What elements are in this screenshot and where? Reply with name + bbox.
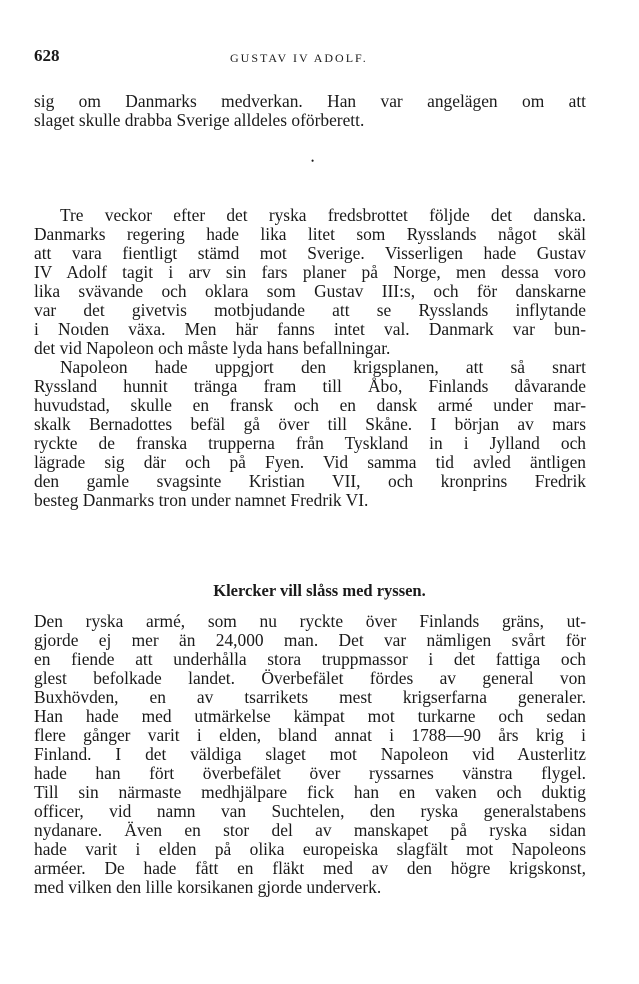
- text-line: med vilken den lille korsikanen gjorde underverk.: [34, 877, 382, 897]
- paragraph-1: [34, 92, 586, 130]
- text-line: Danmarks regering hade lika litet som Rysslands något skäl: [34, 224, 586, 244]
- text-line: besteg Danmarks tron under namnet Fredrik VI.: [34, 490, 369, 510]
- text-line: huvudstad, skulle en fransk och en dansk armé under mar-: [34, 395, 586, 415]
- text-line: en fiende att underhålla stora truppmassor i det fattiga och: [34, 649, 586, 669]
- text-line: skalk Bernadottes befäl gå över till Skåne. I början av mars: [34, 414, 586, 434]
- text-line: lika svävande och oklara som Gustav III:s, och för danskarne: [34, 281, 586, 301]
- text-line: den gamle svagsinte Kristian VII, och kronprins Fredrik: [34, 471, 586, 491]
- text-line: Buxhövden, en av tsarrikets mest krigserfarna generaler.: [34, 687, 586, 707]
- text-line: hade han fört överbefälet över ryssarnes vänstra flygel.: [34, 763, 586, 783]
- section-separator: •: [311, 156, 315, 166]
- paragraph-4: [34, 612, 586, 897]
- text-line: gjorde ej mer än 24,000 man. Det var nämligen svårt för: [34, 630, 586, 650]
- text-line: hade varit i elden på olika europeiska slagfält mot Napoleons: [34, 839, 586, 859]
- text-line: flere gånger varit i elden, bland annat i 1788—90 års krig i: [34, 725, 586, 745]
- text-line: var det givetvis motbjudande att se Rysslands inflytande: [34, 300, 586, 320]
- paragraph-2: [34, 206, 586, 358]
- text-line: arméer. De hade fått en fläkt med av den högre krigskonst,: [34, 858, 586, 878]
- text-line: Tre veckor efter det ryska fredsbrottet följde det danska.: [60, 205, 586, 225]
- text-line: Till sin närmaste medhjälpare fick han en vaken och duktig: [34, 782, 586, 802]
- text-line: Finland. I det väldiga slaget mot Napoleon vid Austerlitz: [34, 744, 586, 764]
- text-line: Den ryska armé, som nu ryckte över Finlands gräns, ut-: [34, 611, 586, 631]
- text-line: Han hade med utmärkelse kämpat mot turkarne och sedan: [34, 706, 586, 726]
- text-line: IV Adolf tagit i arv sin fars planer på Norge, men dessa voro: [34, 262, 586, 282]
- running-title: GUSTAV IV ADOLF.: [230, 51, 368, 65]
- text-line: lägrade sig där och på Fyen. Vid samma tid avled äntligen: [34, 452, 586, 472]
- text-line: ryckte de franska trupperna från Tyskland in i Jylland och: [34, 433, 586, 453]
- running-head: [34, 46, 600, 66]
- text-line: sig om Danmarks medverkan. Han var angelägen om att: [34, 91, 586, 111]
- text-line: det vid Napoleon och måste lyda hans befallningar.: [34, 338, 391, 358]
- text-line: i Noιden växa. Men här fanns intet val. Danmark var bun-: [34, 319, 586, 339]
- text-line: slaget skulle drabba Sverige alldeles oförberett.: [34, 110, 365, 130]
- text-line: Ryssland hunnit tränga fram till Åbo, Finlands dåvarande: [34, 376, 586, 396]
- text-line: Napoleon hade uppgjort den krigsplanen, att så snart: [60, 357, 586, 377]
- paragraph-3: [34, 358, 586, 510]
- text-line: officer, vid namn van Suchtelen, den ryska generalstabens: [34, 801, 586, 821]
- page-number: 628: [34, 46, 60, 65]
- text-line: nydanare. Även en stor del av manskapet på ryska sidan: [34, 820, 586, 840]
- text-line: att vara fientligt stämd mot Sverige. Visserligen hade Gustav: [34, 243, 586, 263]
- section-heading: Klercker vill slåss med ryssen.: [213, 581, 426, 600]
- text-line: glest befolkade landet. Överbefälet fördes av general von: [34, 668, 586, 688]
